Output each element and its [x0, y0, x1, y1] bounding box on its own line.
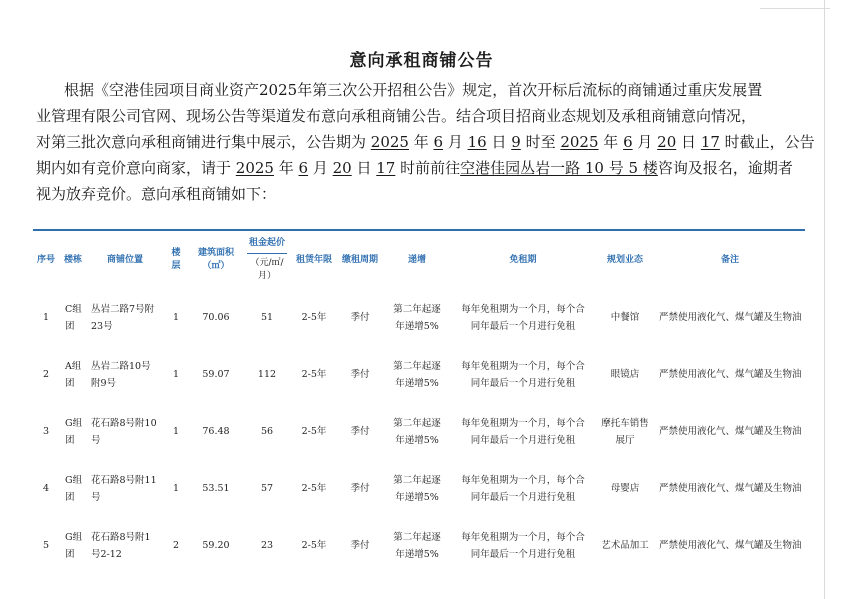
paragraph-text: 年	[408, 133, 434, 151]
cell-seq: 2	[42, 369, 50, 380]
header-area: 建筑面积（㎡）	[197, 248, 234, 271]
shop-table	[33, 231, 805, 574]
underlined-value: 17	[700, 133, 720, 151]
cell-term: 2-5年	[301, 426, 327, 437]
page-title: 意向承租商铺公告	[349, 51, 494, 71]
paragraph-line	[36, 103, 808, 129]
cell-seq: 5	[42, 540, 50, 551]
paragraph-text: 日	[351, 159, 377, 177]
cell-term: 2-5年	[301, 369, 327, 380]
cell-increase: 第二年起逐年递增5%	[393, 474, 441, 503]
paragraph-text: 视为放弃竞价。意向承租商铺如下：	[36, 185, 277, 203]
table-row	[33, 346, 805, 403]
cell-area: 70.06	[202, 312, 230, 323]
paragraph-text: 年	[598, 133, 624, 151]
paragraph-text: 时截止，公告	[719, 133, 815, 151]
cell-increase: 第二年起逐年递增5%	[393, 303, 441, 332]
announcement-paragraph	[36, 77, 815, 207]
page-edge-line	[760, 8, 830, 9]
header-floor: 楼层	[171, 248, 181, 271]
cell-floor: 1	[172, 312, 180, 323]
cell-note: 严禁使用液化气、煤气罐及生物油	[659, 483, 802, 494]
cell-rent: 57	[260, 483, 274, 494]
cell-building: G组团	[65, 417, 83, 446]
cell-biz: 艺术品加工	[601, 540, 649, 551]
cell-rent: 56	[260, 426, 274, 437]
header-seq: 序号	[36, 254, 55, 265]
cell-area: 59.20	[202, 540, 230, 551]
cell-increase: 第二年起逐年递增5%	[393, 531, 441, 560]
header-free: 免租期	[509, 254, 537, 265]
paragraph-text: 2025	[259, 81, 298, 99]
paragraph-text: 月	[308, 159, 333, 177]
paragraph-text: 咨询及报名，逾期者	[657, 159, 793, 177]
underlined-value: 20	[332, 159, 352, 177]
cell-free: 每年免租期为一个月，每个合同年最后一个月进行免租	[461, 417, 585, 446]
cell-area: 76.48	[202, 426, 230, 437]
cell-cycle: 季付	[350, 312, 370, 323]
cell-rent: 23	[260, 540, 274, 551]
cell-cycle: 季付	[350, 483, 370, 494]
paragraph-text: 年第三次公开招租公告》规定，首次开标后流标的商铺通过重庆发展置	[297, 81, 763, 99]
underlined-value: 6	[298, 159, 309, 177]
underlined-value: 2025	[560, 133, 599, 151]
header-term: 租赁年限	[295, 254, 332, 265]
paragraph-text: 日	[486, 133, 512, 151]
cell-location: 花石路8号附1号2-12	[91, 531, 151, 560]
cell-increase: 第二年起逐年递增5%	[393, 417, 441, 446]
cell-term: 2-5年	[301, 483, 327, 494]
paragraph-line	[36, 155, 808, 181]
header-biz: 规划业态	[606, 254, 643, 265]
underlined-value: 空港佳园丛岩一路 10 号 5 楼	[460, 159, 658, 177]
underlined-value: 17	[376, 159, 396, 177]
cell-term: 2-5年	[301, 312, 327, 323]
header-cycle: 缴租周期	[341, 254, 378, 265]
paragraph-text: 月	[632, 133, 658, 151]
cell-location: 花石路8号附11号	[91, 474, 157, 503]
paragraph-text: 年	[273, 159, 299, 177]
header-rent-top: 租金起价	[248, 238, 285, 248]
cell-increase: 第二年起逐年递增5%	[393, 360, 441, 389]
paragraph-text: 日	[676, 133, 701, 151]
cell-term: 2-5年	[301, 540, 327, 551]
paragraph-text: 业管理有限公司官网、现场公告等渠道发布意向承租商铺公告。结合项目招商业态规划及承租商铺意向情况，	[36, 107, 757, 125]
paragraph-line	[36, 129, 815, 155]
paragraph-text: 时前前往	[395, 159, 461, 177]
header-note: 备注	[720, 254, 739, 265]
paragraph-line	[36, 77, 808, 103]
cell-free: 每年免租期为一个月，每个合同年最后一个月进行免租	[461, 474, 585, 503]
cell-biz: 母婴店	[610, 483, 640, 494]
cell-floor: 1	[172, 369, 180, 380]
paragraph-text: 根据《空港佳园项目商业资产	[64, 81, 260, 99]
cell-building: A组团	[65, 360, 82, 389]
header-location: 商铺位置	[106, 254, 143, 265]
table-row	[33, 460, 805, 517]
cell-note: 严禁使用液化气、煤气罐及生物油	[659, 426, 802, 437]
cell-floor: 2	[172, 540, 180, 551]
cell-biz: 眼镜店	[610, 369, 640, 380]
table-row	[33, 517, 805, 574]
page-edge-line	[824, 0, 825, 599]
paragraph-text: 月	[443, 133, 468, 151]
cell-note: 严禁使用液化气、煤气罐及生物油	[659, 312, 802, 323]
underlined-value: 6	[433, 133, 444, 151]
header-building: 楼栋	[63, 254, 82, 265]
table-row	[33, 289, 805, 346]
shop-table-container	[33, 229, 805, 574]
cell-building: G组团	[65, 531, 83, 560]
cell-seq: 3	[42, 426, 50, 437]
cell-seq: 1	[42, 312, 50, 323]
table-row	[33, 403, 805, 460]
cell-floor: 1	[172, 483, 180, 494]
underlined-value: 20	[657, 133, 677, 151]
cell-free: 每年免租期为一个月，每个合同年最后一个月进行免租	[461, 360, 585, 389]
cell-location: 丛岩二路7号附23号	[91, 303, 155, 332]
cell-cycle: 季付	[350, 426, 370, 437]
cell-rent: 51	[260, 312, 274, 323]
cell-free: 每年免租期为一个月，每个合同年最后一个月进行免租	[461, 531, 585, 560]
cell-seq: 4	[42, 483, 50, 494]
underlined-value: 2025	[235, 159, 274, 177]
table-header-row	[33, 231, 805, 289]
underlined-value: 6	[623, 133, 633, 151]
paragraph-text: 期内如有竞价意向商家，请于	[36, 159, 236, 177]
cell-location: 丛岩二路10号附9号	[91, 360, 151, 389]
cell-location: 花石路8号附10号	[91, 417, 157, 446]
cell-floor: 1	[172, 426, 180, 437]
cell-cycle: 季付	[350, 369, 370, 380]
cell-building: G组团	[65, 474, 83, 503]
cell-note: 严禁使用液化气、煤气罐及生物油	[659, 369, 802, 380]
underlined-value: 9	[511, 133, 521, 151]
cell-rent: 112	[257, 369, 277, 380]
header-increase: 递增	[407, 254, 426, 265]
cell-area: 59.07	[202, 369, 230, 380]
cell-area: 53.51	[202, 483, 230, 494]
underlined-value: 2025	[370, 133, 409, 151]
cell-biz: 中餐馆	[610, 312, 640, 323]
underlined-value: 16	[467, 133, 487, 151]
paragraph-text: 对第三批次意向承租商铺进行集中展示，公告期为	[36, 133, 371, 151]
cell-building: C组团	[65, 303, 82, 332]
cell-note: 严禁使用液化气、煤气罐及生物油	[659, 540, 802, 551]
paragraph-line	[36, 181, 808, 207]
paragraph-text: 时至	[520, 133, 561, 151]
cell-biz: 摩托车销售展厅	[601, 417, 649, 446]
cell-free: 每年免租期为一个月，每个合同年最后一个月进行免租	[461, 303, 585, 332]
cell-cycle: 季付	[350, 540, 370, 551]
header-rent	[243, 231, 291, 289]
header-rent-unit: （元/㎡/月）	[247, 253, 287, 283]
